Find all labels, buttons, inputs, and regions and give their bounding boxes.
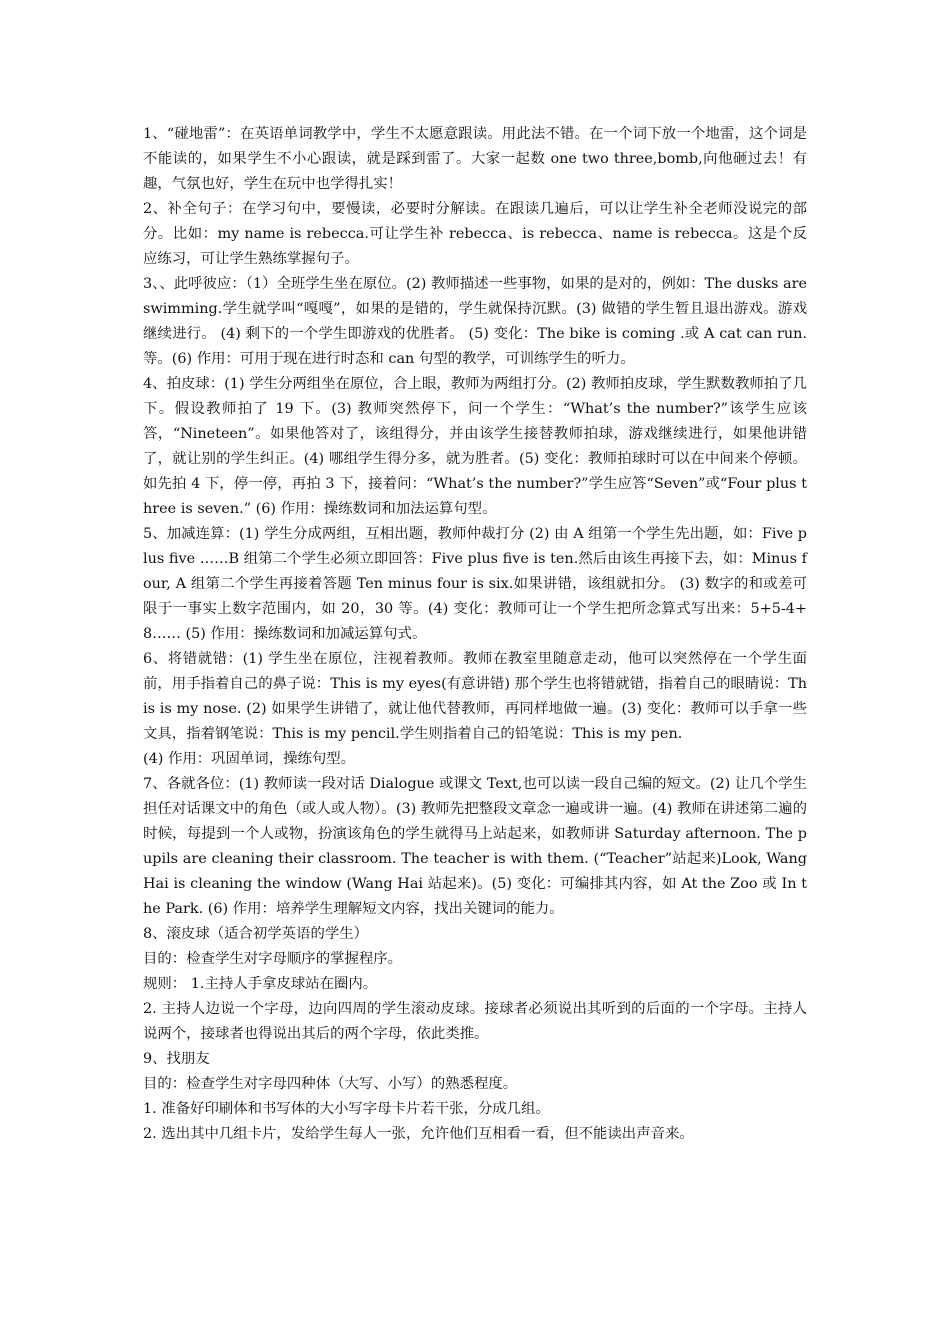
paragraph-1-mine-game: 1、“碰地雷”：在英语单词教学中，学生不太愿意跟读。用此法不错。在一个词下放一个地雷，这个词是不能读的，如果学生不小心跟读，就是踩到雷了。大家一起数 one two three,bomb,向他砸过去！有趣，气氛也好，学生在玩中也学得扎实！ [143, 126, 807, 192]
paragraph-8-goal: 目的：检查学生对字母顺序的掌握程序。 [143, 951, 403, 967]
paragraph-9-step-1: 1. 准备好印刷体和书写体的大小写字母卡片若干张，分成几组。 [143, 1101, 550, 1117]
paragraph-5-add-subtract: 5、加减连算：(1) 学生分成两组，互相出题，教师仲裁打分 (2) 由 A 组第一个学生先出题，如：Five plus five ……B 组第二个学生必须立即回答：Five plus five is ten.然后由该生再接下去，如：Minus four, A 组第二个学生再接着答题 Ten minus four is six.如果讲错，该组就扣分。 (3) 数字的和或差可限于一事实上数字范围内，如 20，30 等。(4) 变化：教师可让一个学生把所念算式写出来：5+5-4+8…… (5) 作用：操练数词和加减运算句式。 [143, 526, 807, 642]
paragraph-7-take-positions: 7、各就各位：(1) 教师读一段对话 Dialogue 或课文 Text,也可以读一段自己编的短文。(2) 让几个学生担任对话课文中的角色（或人或人物）。(3) 教师先把整段文章念一遍或讲一遍。(4) 教师在讲述第二遍的时候，每提到一个人或物，扮演该角色的学生就得马上站起来，如教师讲 Saturday afternoon. The pupils are cleaning their classroom. The teacher is with them. (“Teacher”站起来)Look, Wang Hai is cleaning the window (Wang Hai 站起来)。(5) 变化：可编排其内容，如 At the Zoo 或 In the Park. (6) 作用：培养学生理解短文内容，找出关键词的能力。 [143, 776, 807, 917]
paragraph-2-complete-sentence: 2、补全句子：在学习句中，要慢读，必要时分解读。在跟读几遍后，可以让学生补全老师没说完的部分。比如：my name is rebecca.可让学生补 rebecca、is rebecca、name is rebecca。这是个反应练习，可让学生熟练掌握句子。 [143, 201, 807, 267]
paragraph-6-purpose: (4) 作用：巩固单词，操练句型。 [143, 751, 356, 767]
paragraph-4-bounce-ball: 4、拍皮球：(1) 学生分两组坐在原位，合上眼，教师为两组打分。(2) 教师拍皮球，学生默数教师拍了几下。假设教师拍了 19 下。(3) 教师突然停下，问一个学生：“What’s the number?”该学生应该答，“Nineteen”。如果他答对了，该组得分，并由该学生接替教师拍球，游戏继续进行，如果他讲错了，就让别的学生纠正。(4) 哪组学生得分多，就为胜者。(5) 变化：教师拍球时可以在中间来个停顿。如先拍 4 下，停一停，再拍 3 下，接着问：“What’s the number?”学生应答“Seven”或“Four plus three is seven.” (6) 作用：操练数词和加法运算句型。 [143, 376, 807, 517]
paragraph-8-rule-2: 2. 主持人边说一个字母，边向四周的学生滚动皮球。接球者必须说出其听到的后面的一个字母。主持人说两个，接球者也得说出其后的两个字母，依此类推。 [143, 1001, 807, 1042]
paragraph-3-call-response: 3、、此呼彼应：（1）全班学生坐在原位。(2) 教师描述一些事物，如果的是对的，例如：The dusks are swimming.学生就学叫“嘎嘎”，如果的是错的，学生就保持沉默。(3) 做错的学生暂且退出游戏。游戏继续进行。 (4) 剩下的一个学生即游戏的优胜者。 (5) 变化：The bike is coming .或 A cat can run. 等。(6) 作用：可用于现在进行时态和 can 句型的教学，可训练学生的听力。 [143, 276, 807, 367]
paragraph-6-wrong-on-purpose: 6、将错就错：(1) 学生坐在原位，注视着教师。教师在教室里随意走动，他可以突然停在一个学生面前，用手指着自己的鼻子说：This is my eyes(有意讲错) 那个学生也将错就错，指着自己的眼睛说：This is my nose. (2) 如果学生讲错了，就让他代替教师，再同样地做一遍。(3) 变化：教师可以手拿一些文具，指着钢笔说：This is my pencil.学生则指着自己的铅笔说：This is my pen. [143, 651, 807, 742]
paragraph-9-heading: 9、找朋友 [143, 1051, 210, 1067]
paragraph-8-heading: 8、滚皮球（适合初学英语的学生） [143, 926, 369, 942]
paragraph-9-step-2: 2. 选出其中几组卡片，发给学生每人一张，允许他们互相看一看，但不能读出声音来。 [143, 1126, 694, 1142]
document-body [143, 122, 807, 1147]
paragraph-8-rule-1: 规则： 1.主持人手拿皮球站在圈内。 [143, 976, 378, 992]
paragraph-9-goal: 目的：检查学生对字母四种体（大写、小写）的熟悉程度。 [143, 1076, 518, 1092]
